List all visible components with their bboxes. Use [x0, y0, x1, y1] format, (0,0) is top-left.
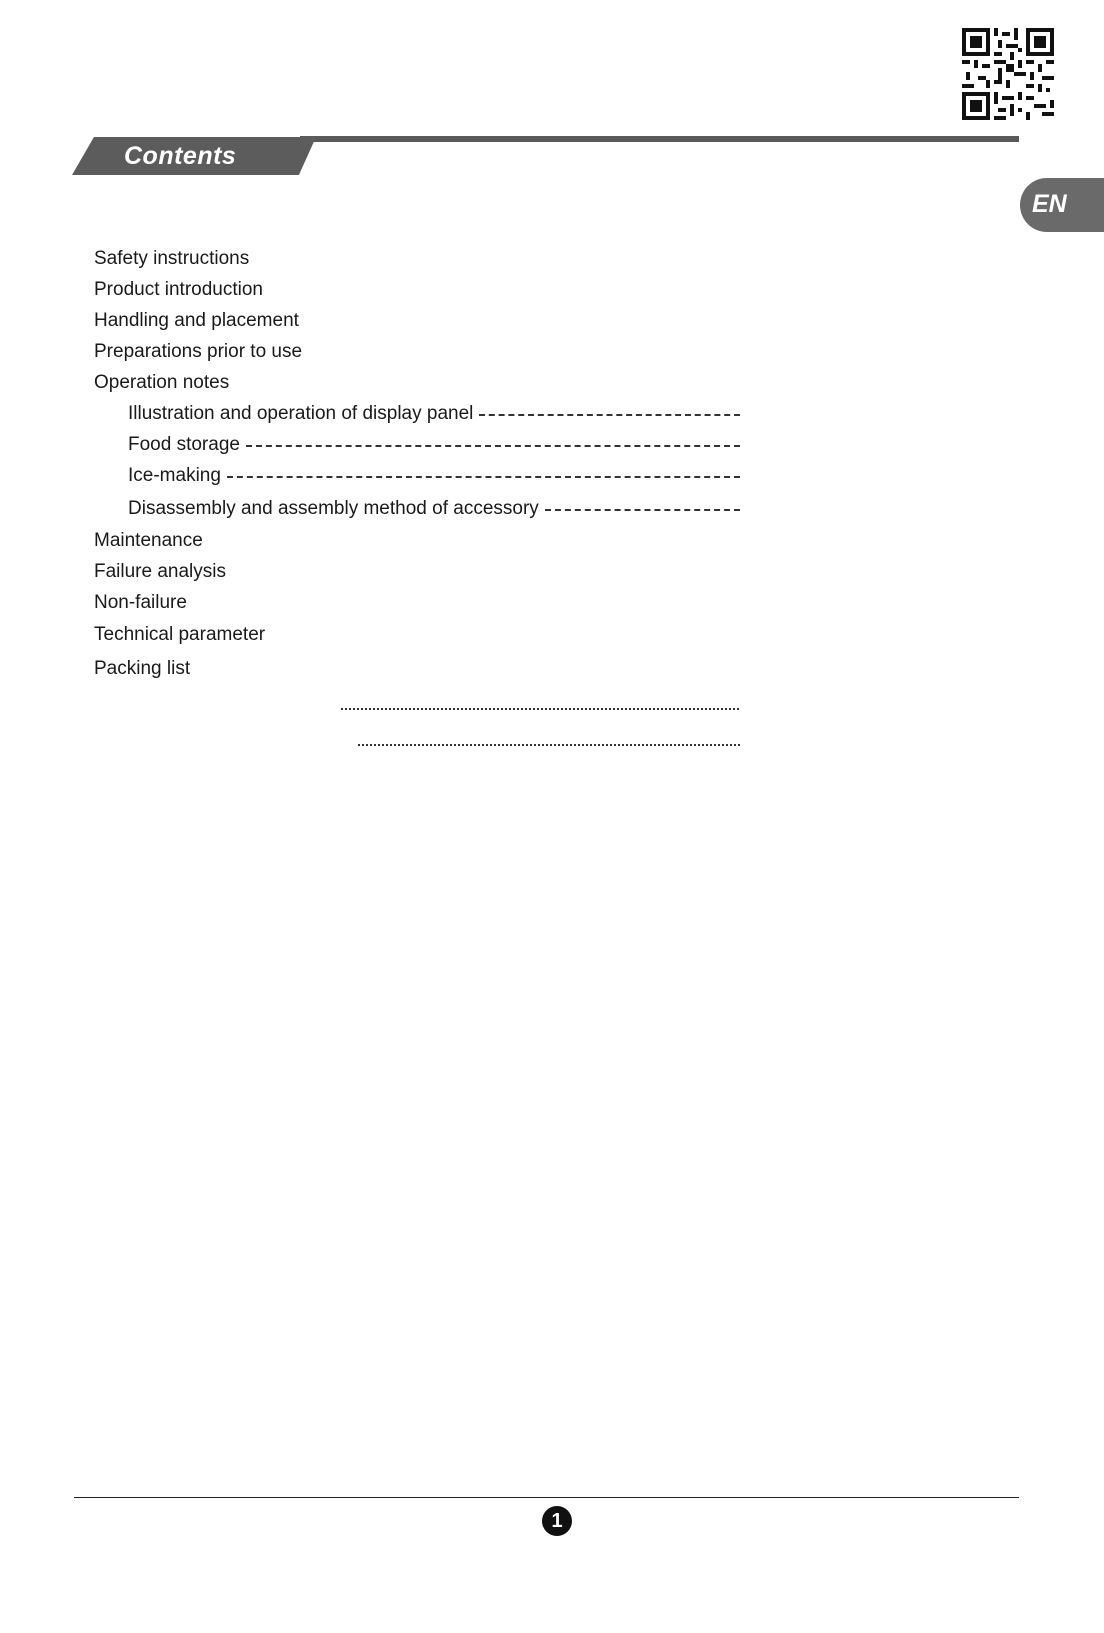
toc-item-label: Disassembly and assembly method of accessory — [128, 498, 539, 519]
toc-item-label: Failure analysis — [94, 561, 226, 582]
toc-item-label: Safety instructions — [94, 248, 250, 269]
footer-rule — [74, 1497, 1019, 1498]
toc-item-label: Food storage — [128, 434, 240, 455]
toc-item-label: Preparations prior to use — [94, 341, 303, 362]
toc-item-label: Technical parameter — [94, 624, 266, 645]
toc-item-handling-and-placement[interactable] — [94, 308, 305, 334]
toc-item-non-failure[interactable] — [94, 590, 193, 616]
toc-item-preparations-prior-to-use[interactable] — [94, 339, 308, 365]
toc-item-label: Operation notes — [94, 372, 230, 393]
toc-leader-extra — [341, 708, 739, 710]
toc-item-label: Maintenance — [94, 530, 203, 551]
toc-item-food-storage[interactable] — [128, 432, 740, 458]
header-rule — [300, 136, 1019, 142]
language-label: EN — [1032, 190, 1067, 218]
toc-leader — [479, 414, 740, 416]
toc-leader-extra — [358, 744, 740, 746]
toc-item-label: Ice-making — [128, 465, 221, 486]
toc-item-label: Illustration and operation of display panel — [128, 403, 474, 424]
toc-leader — [246, 445, 740, 447]
toc-item-display-panel[interactable] — [128, 401, 740, 427]
toc-item-label: Product introduction — [94, 279, 263, 300]
toc-item-technical-parameter[interactable] — [94, 622, 271, 648]
toc-item-maintenance[interactable] — [94, 528, 209, 554]
toc-item-operation-notes[interactable] — [94, 370, 235, 396]
toc-item-label: Handling and placement — [94, 310, 299, 331]
toc-item-packing-list[interactable] — [94, 656, 196, 682]
toc-leader — [227, 476, 740, 478]
toc-item-label: Non-failure — [94, 592, 187, 613]
toc-item-ice-making[interactable] — [128, 463, 740, 489]
toc-leader — [545, 509, 740, 511]
toc-item-product-introduction[interactable] — [94, 277, 269, 303]
toc-item-safety-instructions[interactable] — [94, 246, 255, 272]
toc-item-disassembly-and-assembly[interactable] — [128, 496, 740, 522]
toc-item-failure-analysis[interactable] — [94, 559, 232, 585]
qr-code-icon — [962, 28, 1054, 120]
toc-item-label: Packing list — [94, 658, 191, 679]
page-number: 1 — [542, 1506, 572, 1536]
page-title: Contents — [124, 142, 237, 170]
